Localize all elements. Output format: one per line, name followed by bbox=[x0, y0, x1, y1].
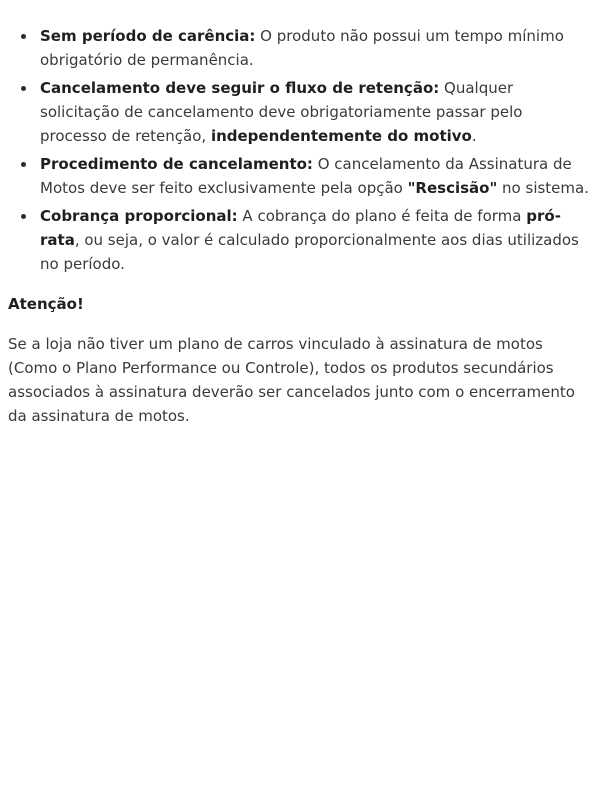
body-paragraph: Se a loja não tiver um plano de carros vinculado à assinatura de motos (Como o Plano Performance ou Controle), todos os produtos secundários associados à assinatura deverão ser cancelados junto com o encerramento da assinatura de motos. bbox=[8, 335, 575, 425]
list-item bbox=[40, 76, 592, 148]
list-item bbox=[40, 152, 592, 200]
list-item-emphasis: independentemente do motivo bbox=[210, 127, 472, 145]
list-item-text-end: . bbox=[471, 127, 477, 145]
list-item-title: Cobrança proporcional: bbox=[40, 207, 238, 225]
list-item-text: O produto não possui um tempo mínimo obrigatório de permanência. bbox=[40, 27, 564, 69]
list-item bbox=[40, 24, 592, 72]
list-item-text: Qualquer solicitação de cancelamento deve obrigatoriamente passar pelo processo de retenção, bbox=[40, 79, 523, 145]
list-item-title: Procedimento de cancelamento: bbox=[40, 155, 313, 173]
list-item-text-end: , ou seja, o valor é calculado proporcionalmente aos dias utilizados no período. bbox=[40, 231, 579, 273]
rules-list bbox=[8, 24, 592, 276]
list-item-title: Sem período de carência: bbox=[40, 27, 256, 45]
list-item-emphasis: pró-rata bbox=[40, 207, 561, 249]
list-item-title: Cancelamento deve seguir o fluxo de retenção: bbox=[40, 79, 440, 97]
list-item-text-end: no sistema. bbox=[497, 179, 589, 197]
list-item-text: O cancelamento da Assinatura de Motos deve ser feito exclusivamente pela opção bbox=[40, 155, 572, 197]
list-item-emphasis: "Rescisão" bbox=[407, 179, 498, 197]
list-item bbox=[40, 204, 592, 276]
list-item-text: A cobrança do plano é feita de forma bbox=[237, 207, 527, 225]
attention-heading: Atenção! bbox=[8, 295, 84, 313]
